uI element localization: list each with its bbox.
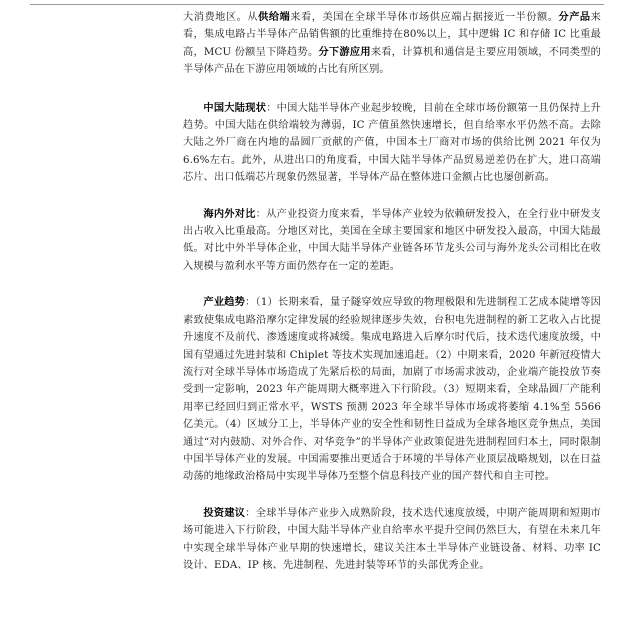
- section-heading: 分下游应用: [318, 45, 371, 58]
- body-text: [183, 9, 601, 593]
- section-heading: 产业趋势: [203, 296, 246, 309]
- section-heading: 供给端: [258, 11, 291, 23]
- section-heading: 中国大陆现状: [203, 101, 267, 114]
- section-heading: 投资建议: [203, 506, 246, 519]
- section-heading: 海内外对比: [203, 207, 256, 220]
- paragraph-investment-advice: [183, 505, 601, 575]
- section-heading: 分产品: [558, 11, 591, 23]
- body-text-run: 来看，集成电路占半导体产品销售额的比重维持在80%以上，其中逻辑 IC 和存储 IC 比重最高，MCU 份额呈下降趋势。: [183, 12, 601, 58]
- paragraph-industry-trend: [183, 294, 601, 485]
- body-text-run: 来看，美国在全球半导体市场供应端占据接近一半份额。: [290, 12, 559, 23]
- body-text-run: ：从产业投资力度来看，半导体产业较为依赖研发投入，在全行业中研发支出占收入比重最高。分地区对比，美国在全球主要国家和地区中研发投入最高，中国大陆最低。对比中外半导体企业，中国大陆半导体产业链各环节龙头公司与海外龙头公司相比在收入规模与盈利水平等方面仍然存在一定的差距。: [183, 208, 602, 272]
- body-text-run: ：中国大陆半导体产业起步较晚，目前在全球市场份额第一且仍保持上升趋势。中国大陆在供给端较为薄弱，IC 产值虽然快速增长，但自给率水平仍然不高。去除大陆之外厂商在内地的晶圆厂贡献的产值，中国本土厂商对市场的供给比例 2021 年仅为 6.6%左右。此外，从进出口的角度看，中国大陆半导体产品贸易逆差仍在扩大，进口高端芯片、出口低端芯片现象仍然显著，半导体产品在整体进口金额占比也屡创新高。: [183, 102, 602, 184]
- body-text-run: 大消费地区。从: [183, 12, 259, 23]
- header-rule: [30, 4, 604, 5]
- body-text-run: 来看，计算机和通信是主要应用领域，不同类型的半导体产品在下游应用领域的占比有所区别。: [183, 46, 601, 76]
- body-text-run: ：全球半导体产业步入成熟阶段，技术迭代速度放缓，中期产能周期和短期市场可能进入下行阶段，中国大陆半导体产业自给率水平提升空间仍然巨大，有望在未来几年中实现全球半导体产业早期的快速增长，建议关注本土半导体产业链设备、材料、功率 IC 设计、EDA、IP 核、先进制程、先进封装等环节的头部优秀企业。: [183, 507, 601, 571]
- body-text-run: ：（1）长期来看，量子隧穿效应导致的物理极限和先进制程工艺成本陡增等因素致使集成电路沿摩尔定律发展的经验规律逐步失效，台积电先进制程的新工艺收入占比提升速度不及前代、渗透速度或将减缓。集成电路进入后摩尔时代后，技术迭代速度放缓，中国有望通过先进封装和 Chiplet 等技术实现加速追赶。（2）中期来看，2020 年新冠疫情大流行对全球半导体市场造成了先紧后松的局面，加剧了市场需求波动，企业端产能投放节奏受到一定影响，2023 年产能周期大概率进入下行阶段。（3）短期来看，全球晶圆厂产能利用率已经回归到正常水平，WSTS 预测 2023 年全球半导体市场或将萎缩 4.1%至 5566 亿美元。（4）区域分工上，半导体产业的安全性和韧性日益成为全球各地区竞争焦点，美国通过“对内鼓励、对外合作、对华竞争”的半导体产业政策促进先进制程回归本土，同时限制中国半导体产业的发展。中国需要推出更适合于环境的半导体产业顶层战略规划，以在日益动荡的地缘政治格局中实现半导体乃至整个信息科技产业的国产替代和自主可控。: [183, 297, 601, 483]
- paragraph-china-status: [183, 100, 601, 187]
- paragraph-intro: [183, 9, 601, 79]
- paragraph-overseas-compare: [183, 206, 601, 276]
